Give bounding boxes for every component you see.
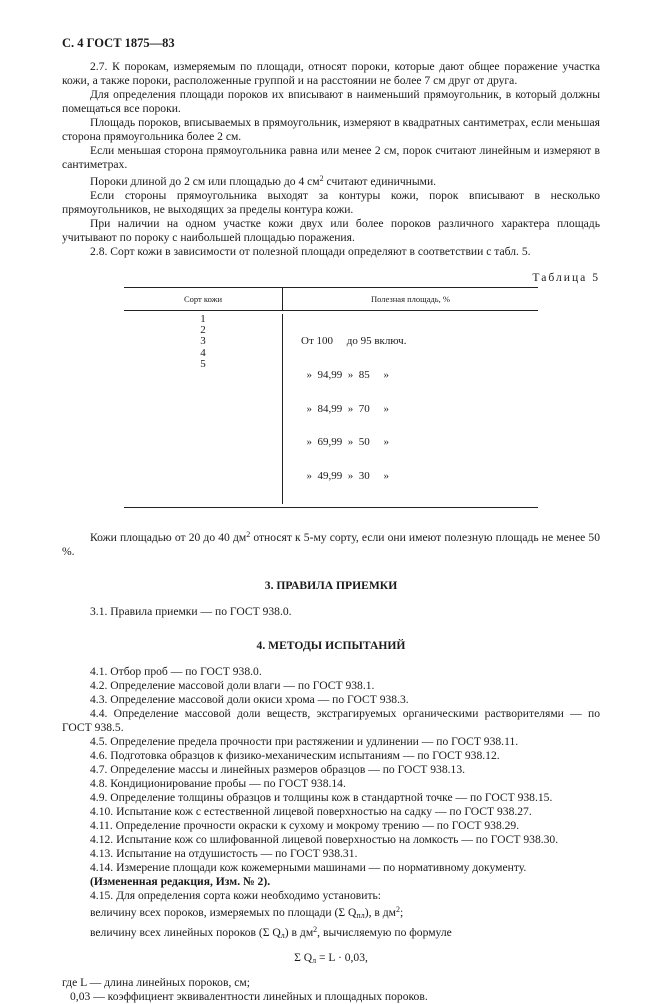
table-caption: Таблица 5 (532, 271, 600, 284)
table-cell-sort: 1 (200, 313, 206, 325)
table-cell-range: » 49,99 » 30 » (301, 469, 389, 482)
table-header-area: Полезная площадь, % (371, 294, 450, 304)
paragraph-rect-4: Если стороны прямоугольника выходят за контуры кожи, порок вписывают в несколько прямоугольников, не выходящих за пределы контура кожи. (62, 189, 600, 216)
table-cell-range: » 69,99 » 50 » (301, 436, 389, 449)
page-header: С. 4 ГОСТ 1875—83 (62, 36, 175, 50)
table-cell-range: » 94,99 » 85 » (301, 369, 389, 382)
paragraph-2-8: 2.8. Сорт кожи в зависимости от полезной площади определяют в соответствии с табл. 5. (90, 245, 531, 258)
table-header (124, 288, 538, 311)
list-item: 4.3. Определение массовой доли окиси хрома — по ГОСТ 938.3. (90, 693, 409, 707)
paragraph-rect-5: При наличии на одном участке кожи двух или более пороков различного характера площадь учитывают по пороку с наибольшей площадью поражения. (62, 217, 600, 244)
table-cell-sort: 3 (200, 335, 206, 348)
paragraph-rect-3: Если меньшая сторона прямоугольника равна или менее 2 см, порок считают линейным и измеряют в сантиметрах. (62, 144, 600, 171)
paragraph-4-15: 4.15. Для определения сорта кожи необходимо установить: (90, 889, 382, 903)
table-cell-range: » 84,99 » 70 » (301, 402, 389, 415)
where-coefficient: 0,03 — коэффициент эквивалентности линейных и площадных пороков. (70, 990, 428, 1004)
paragraph-linear-defects: величину всех линейных пороков (Σ $Q_л$) в $дм^2$, вычисляемую по формуле (90, 925, 452, 941)
table-cell-sort: 4 (200, 346, 206, 359)
list-item: 4.7. Определение массы и линейных размеров образцов — по ГОСТ 938.13. (90, 763, 466, 777)
list-item: 4.10. Испытание кож с естественной лицевой поверхностью на садку — по ГОСТ 938.27. (90, 805, 532, 819)
table-header-sort: Сорт кожи (124, 288, 283, 310)
list-item: 4.13. Испытание на отдушистость — по ГОСТ 938.31. (90, 847, 358, 861)
list-item: 4.4. Определение массовой доли веществ, экстрагируемых органическими растворителями — по ГОСТ 938.5. (62, 707, 600, 735)
list-item: 4.14. Измерение площади кож кожемерными машинами — по нормативному документу. (90, 861, 527, 875)
table-cell-sort: 5 (200, 357, 206, 370)
amendment-note: (Измененная редакция, Изм. № 2). (90, 875, 271, 889)
paragraph-rect-1: Для определения площади пороков их вписывают в наименьший прямоугольник, в который должны помещаться все пороки. (62, 88, 600, 115)
table-col-ranges (283, 314, 538, 504)
paragraph-3-1: 3.1. Правила приемки — по ГОСТ 938.0. (90, 605, 292, 619)
document-body (62, 60, 600, 1004)
list-item: 4.11. Определение прочности окраски к сухому и мокрому трению — по ГОСТ 938.29. (90, 819, 520, 833)
table-body (124, 311, 538, 507)
paragraph-rect-2: Площадь пороков, вписываемых в прямоугольник, измеряют в квадратных сантиметрах, если меньшая сторона прямоугольника более 2 см. (62, 116, 600, 143)
where-L: где L — длина линейных пороков, см; (62, 976, 250, 990)
table-5 (124, 287, 538, 508)
list-item: 4.12. Испытание кож со шлифованной лицевой поверхностью на ломкость — по ГОСТ 938.30. (90, 833, 559, 847)
table-cell-range: От 100 до 95 включ. (301, 335, 407, 348)
section-3-title: 3. ПРАВИЛА ПРИЕМКИ (264, 579, 398, 593)
list-item: 4.5. Определение предела прочности при растяжении и удлинении — по ГОСТ 938.11. (90, 735, 519, 749)
table-cell-sort: 2 (200, 324, 206, 337)
section-4-title: 4. МЕТОДЫ ИСПЫТАНИЙ (256, 639, 406, 653)
list-item: 4.2. Определение массовой доли влаги — по ГОСТ 938.1. (90, 679, 375, 693)
list-item: 4.8. Кондиционирование пробы — по ГОСТ 938.14. (90, 777, 346, 791)
list-item: 4.9. Определение толщины образцов и толщины кож в стандартной точке — по ГОСТ 938.15. (90, 791, 553, 805)
formula: Σ $Q_л = L \cdot 0,03$, (294, 951, 368, 966)
list-item: 4.1. Отбор проб — по ГОСТ 938.0. (90, 665, 262, 679)
table-col-sorts (124, 314, 283, 504)
paragraph-after-table: Кожи площадью от 20 до 40 $дм^2$ относят к 5-му сорту, если они имеют полезную площадь не менее 50 %. (62, 530, 600, 559)
paragraph-2-7: 2.7. К порокам, измеряемым по площади, относят пороки, которые дают общее поражение участка кожи, а также пороки, расположенные группой и на расстоянии не более 7 см друг от друга. (62, 60, 600, 87)
list-item: 4.6. Подготовка образцов к физико-механическим испытаниям — по ГОСТ 938.12. (90, 749, 500, 763)
paragraph-area-defects: величину всех пороков, измеряемых по площади (Σ $Q_{пл}$), в $дм^2$; (90, 905, 404, 921)
paragraph-single-defects: Пороки длиной до 2 см или площадью до 4 $см^2$ считают единичными. (90, 174, 437, 188)
